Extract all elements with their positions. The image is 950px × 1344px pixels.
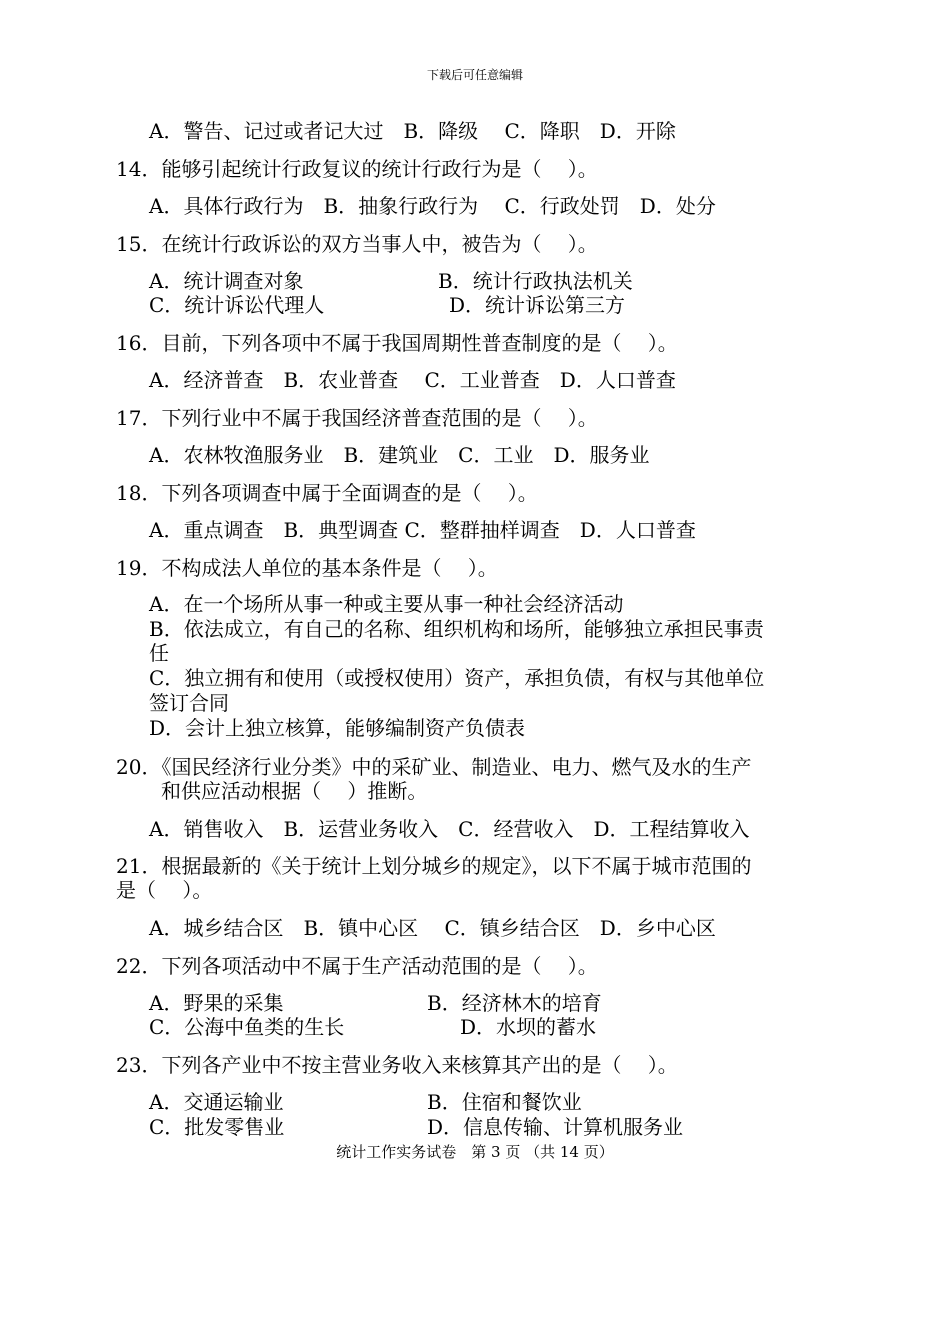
q23-option-d: D．信息传输、计算机服务业 — [427, 1115, 684, 1139]
q19-option-c: C．独立拥有和使用（或授权使用）资产，承担负债，有权与其他单位 — [149, 666, 765, 690]
q15-option-b: B．统计行政执法机关 — [438, 269, 633, 293]
question-21: 21．根据最新的《关于统计上划分城乡的规定》，以下不属于城市范围的 — [116, 854, 752, 878]
question-16: 16．目前，下列各项中不属于我国周期性普查制度的是（ ）。 — [116, 331, 678, 355]
question-20-cont: 和供应活动根据（ ）推断。 — [161, 779, 428, 803]
question-17: 17．下列行业中不属于我国经济普查范围的是（ ）。 — [116, 406, 598, 430]
q23-option-c: C．批发零售业 — [149, 1115, 285, 1139]
q15-option-a: A．统计调查对象 — [149, 269, 304, 293]
question-23: 23．下列各产业中不按主营业务收入来核算其产出的是（ ）。 — [116, 1053, 678, 1077]
q17-options: A．农林牧渔服务业 B．建筑业 C．工业 D．服务业 — [149, 443, 650, 467]
question-19: 19．不构成法人单位的基本条件是（ ）。 — [116, 556, 498, 580]
q22-option-b: B．经济林木的培育 — [427, 991, 602, 1015]
q23-option-b: B．住宿和餐饮业 — [427, 1090, 582, 1114]
q18-options: A．重点调查 B．典型调查 C．整群抽样调查 D．人口普查 — [149, 518, 696, 542]
q21-options: A．城乡结合区 B．镇中心区 C．镇乡结合区 D．乡中心区 — [149, 916, 716, 940]
q23-option-a: A．交通运输业 — [149, 1090, 284, 1114]
q19-option-c-cont: 签订合同 — [149, 691, 229, 715]
q22-option-d: D．水坝的蓄水 — [460, 1015, 597, 1039]
q19-option-b: B．依法成立，有自己的名称、组织机构和场所，能够独立承担民事责 — [149, 617, 764, 641]
q15-option-c: C．统计诉讼代理人 — [149, 293, 325, 317]
q22-option-c: C．公海中鱼类的生长 — [149, 1015, 345, 1039]
q20-options: A．销售收入 B．运营业务收入 C．经营收入 D．工程结算收入 — [149, 817, 750, 841]
q13-options: A．警告、记过或者记大过 B．降级 C．降职 D．开除 — [149, 119, 676, 143]
q19-option-b-cont: 任 — [149, 641, 169, 665]
question-18: 18．下列各项调查中属于全面调查的是（ ）。 — [116, 481, 538, 505]
question-22: 22．下列各项活动中不属于生产活动范围的是（ ）。 — [116, 954, 598, 978]
q16-options: A．经济普查 B．农业普查 C．工业普查 D．人口普查 — [149, 368, 676, 392]
question-21-cont: 是（ ）。 — [116, 878, 213, 902]
q22-option-a: A．野果的采集 — [149, 991, 284, 1015]
question-20: 20．《国民经济行业分类》中的采矿业、制造业、电力、燃气及水的生产 — [116, 755, 752, 779]
q19-option-a: A．在一个场所从事一种或主要从事一种社会经济活动 — [149, 592, 624, 616]
question-14: 14．能够引起统计行政复议的统计行政行为是（ ）。 — [116, 157, 598, 181]
q15-option-d: D．统计诉讼第三方 — [449, 293, 626, 317]
q19-option-d: D．会计上独立核算，能够编制资产负债表 — [149, 716, 526, 740]
question-15: 15．在统计行政诉讼的双方当事人中，被告为（ ）。 — [116, 232, 598, 256]
page-footer: 统计工作实务试卷 第 3 页 （共 14 页） — [336, 1143, 614, 1161]
q14-options: A．具体行政行为 B．抽象行政行为 C．行政处罚 D．处分 — [149, 194, 716, 218]
page-header: 下载后可任意编辑 — [426, 68, 523, 82]
